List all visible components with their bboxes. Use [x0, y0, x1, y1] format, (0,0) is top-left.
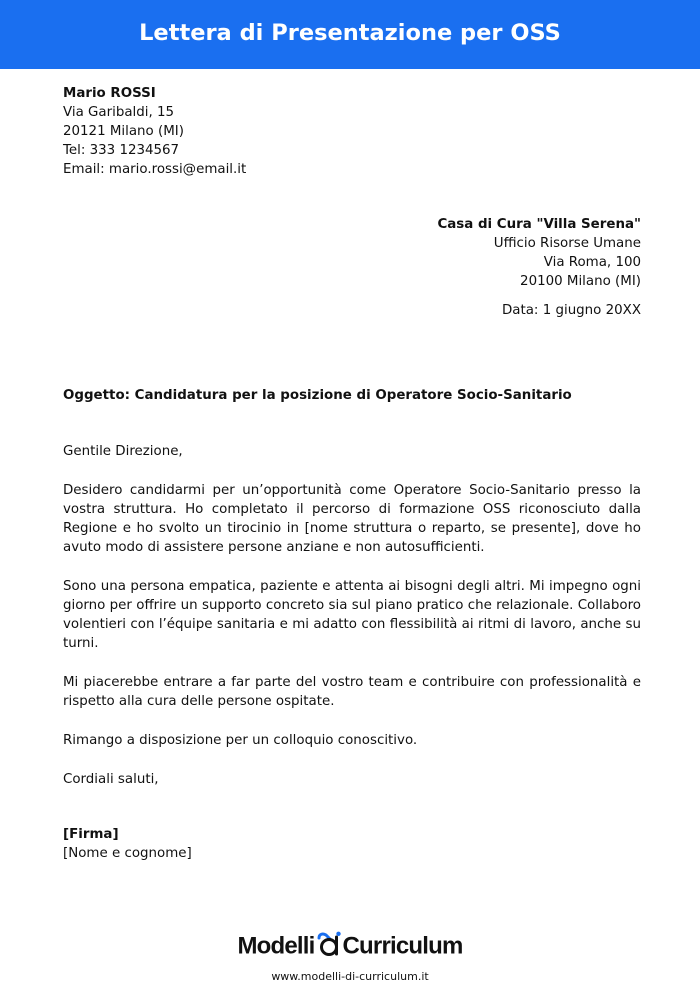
letter-greeting: Gentile Direzione,: [63, 444, 183, 459]
letter-body: [63, 442, 641, 863]
logo-text-left: Modelli: [237, 932, 315, 960]
footer-logo: [0, 931, 700, 962]
recipient-department: Ufficio Risorse Umane: [493, 236, 641, 251]
footer-url: www.modelli-di-curriculum.it: [271, 970, 429, 983]
sender-name: Mario ROSSI: [63, 86, 156, 101]
signature-block: [63, 825, 641, 863]
sender-block: [63, 84, 483, 179]
di-logo-icon: [316, 931, 342, 959]
logo-text-right: Curriculum: [342, 932, 463, 960]
letter-paragraph: Rimango a disposizione per un colloquio conoscitivo.: [63, 733, 418, 748]
recipient-city: 20100 Milano (MI): [520, 274, 641, 289]
sender-email: Email: mario.rossi@email.it: [63, 162, 247, 177]
letter-paragraph: Mi piacerebbe entrare a far parte del vostro team e contribuire con professionalità e rispetto alla cura delle persone ospitate.: [63, 675, 641, 709]
letter-subject: Oggetto: Candidatura per la posizione di Operatore Socio-Sanitario: [63, 388, 572, 403]
page-title: Lettera di Presentazione per OSS: [139, 20, 561, 46]
signature-name-placeholder: [Nome e cognome]: [63, 846, 192, 861]
sender-phone: Tel: 333 1234567: [63, 143, 180, 158]
letter-closing: Cordiali saluti,: [63, 772, 159, 787]
letter-date: Data: 1 giugno 20XX: [501, 303, 641, 318]
letter-paragraph: Desidero candidarmi per un’opportunità come Operatore Socio-Sanitario presso la vostra struttura. Ho completato il percorso di formazione OSS riconosciuto dalla Regione e ho svolto un tirocinio in [nome struttura o reparto, se presente], dove ho avuto modo di assistere persone anziane e non autosufficienti.: [63, 483, 641, 555]
sender-city: 20121 Milano (MI): [63, 124, 184, 139]
recipient-address: Via Roma, 100: [543, 255, 641, 270]
sender-address: Via Garibaldi, 15: [63, 105, 175, 120]
recipient-block: [300, 215, 641, 291]
signature-placeholder: [Firma]: [63, 827, 119, 842]
recipient-name: Casa di Cura "Villa Serena": [437, 217, 641, 232]
letter-paragraph: Sono una persona empatica, paziente e attenta ai bisogni degli altri. Mi impegno ogni giorno per offrire un supporto concreto sia sul piano pratico che relazionale. Collaboro volentieri con l’équipe sanitaria e mi adatto con flessibilità ai ritmi di lavoro, anche su turni.: [63, 579, 641, 651]
